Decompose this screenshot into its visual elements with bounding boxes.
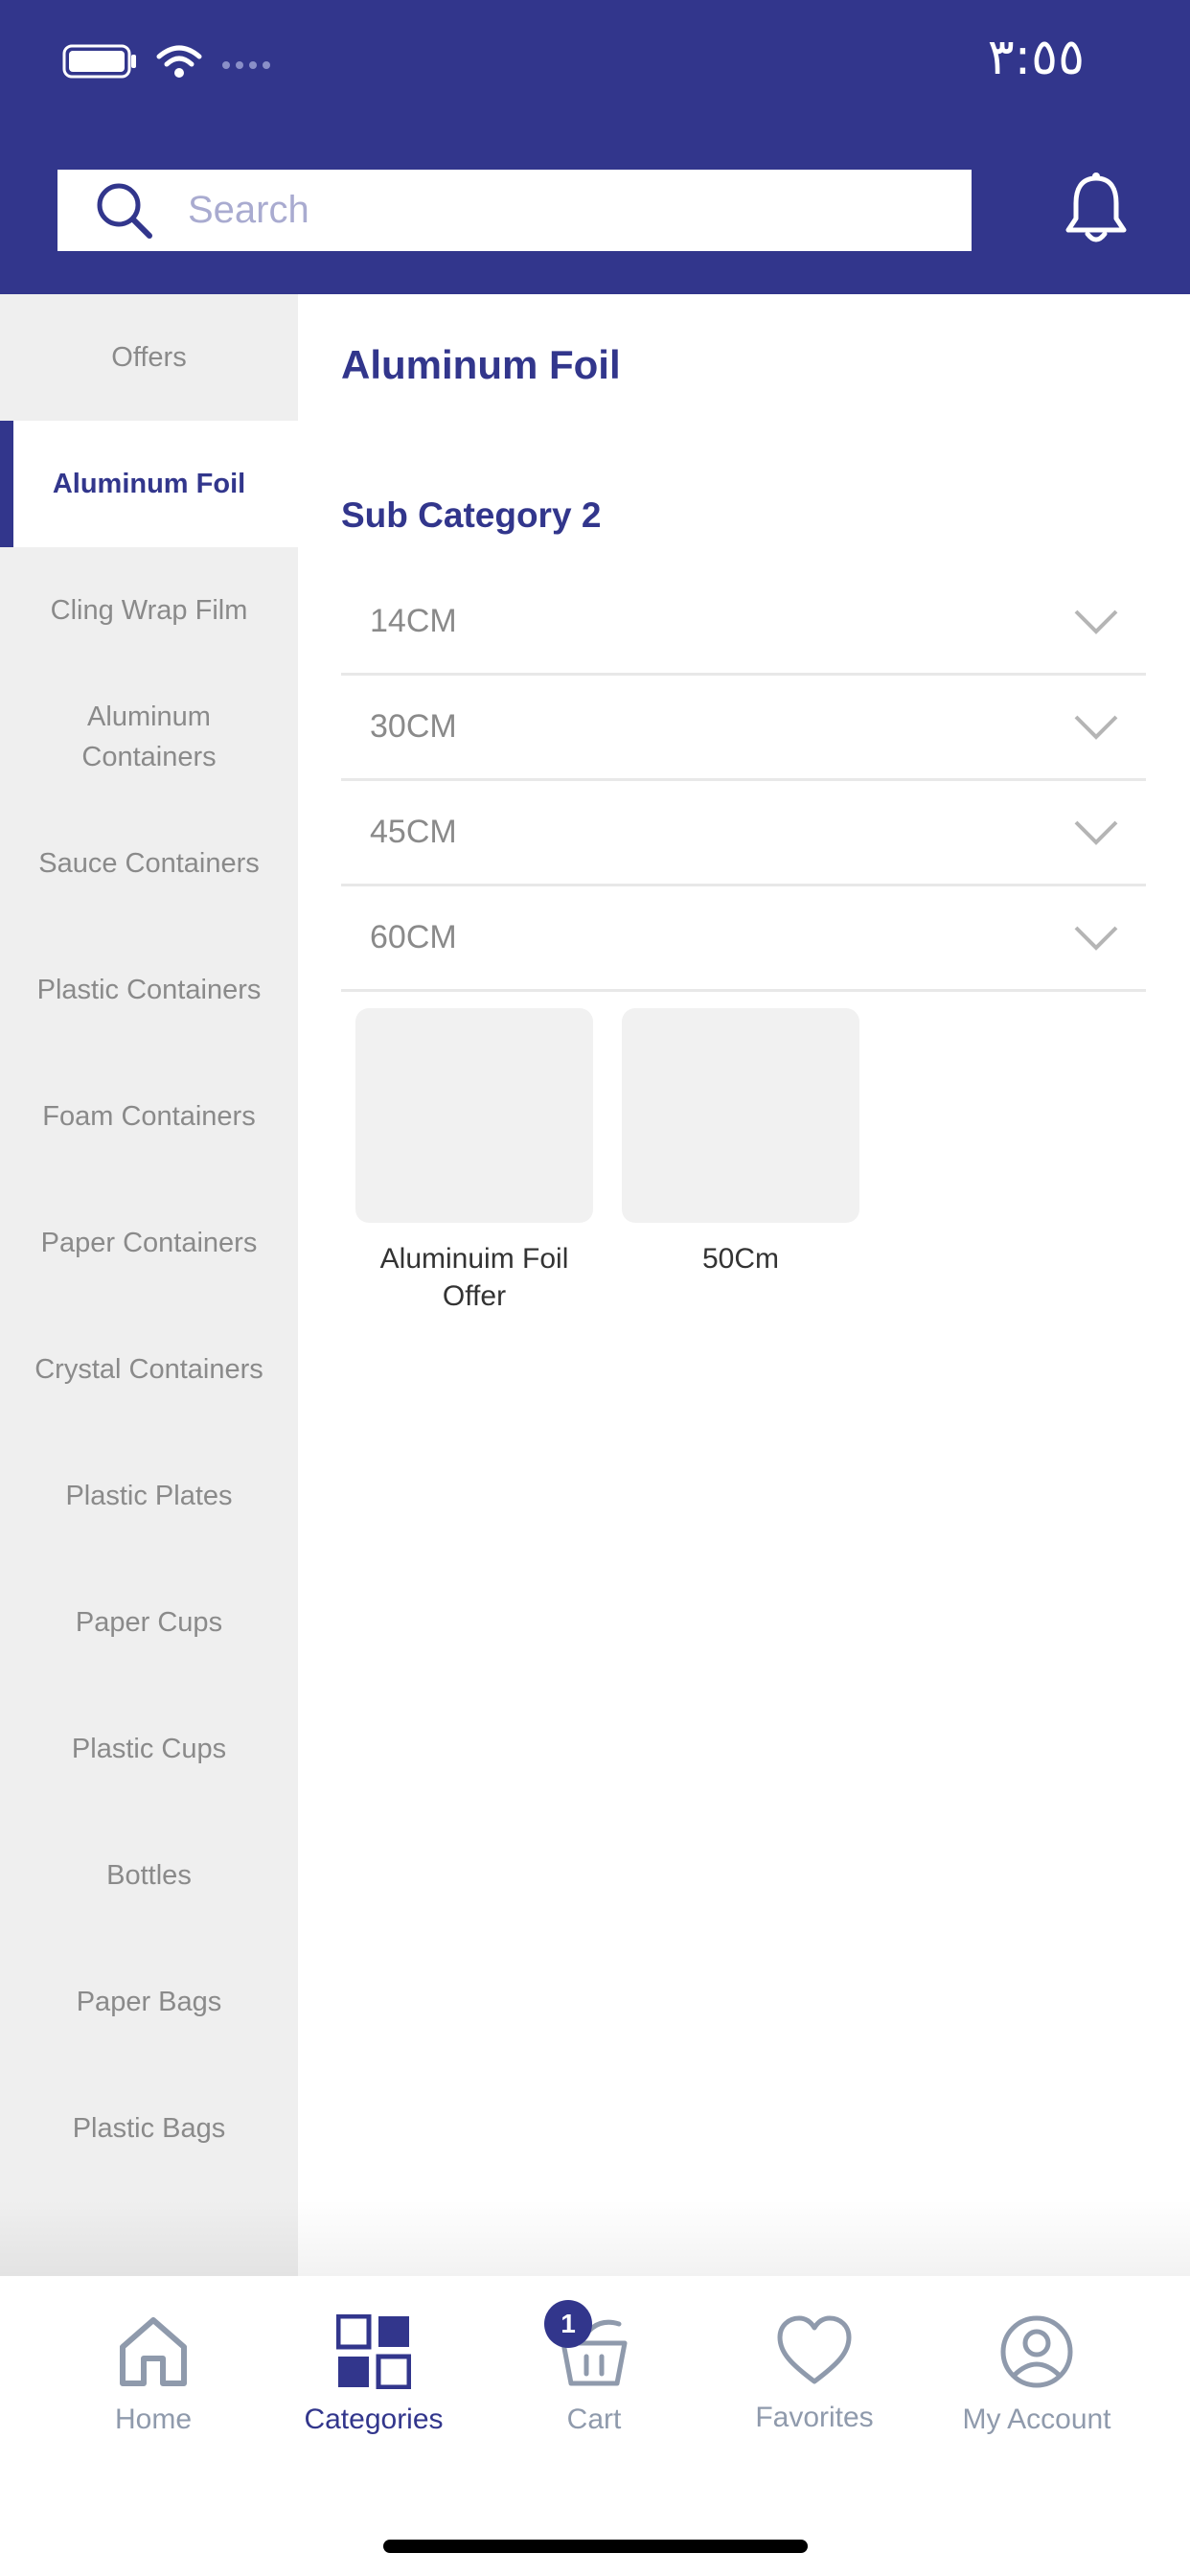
category-title: Aluminum Foil <box>341 342 621 387</box>
sidebar-item-plastic-containers[interactable]: Plastic Containers <box>36 975 262 1005</box>
categories-icon <box>336 2314 411 2389</box>
sidebar-item-foam-containers[interactable]: Foam Containers <box>42 1101 256 1132</box>
product-image <box>622 1008 859 1223</box>
chevron-down-icon <box>1073 714 1119 741</box>
signal-icon <box>220 52 278 71</box>
sidebar-item-offers[interactable]: Offers <box>111 342 187 373</box>
tabbar-shadow <box>0 2199 1190 2276</box>
heart-icon <box>776 2314 853 2387</box>
account-icon <box>998 2314 1075 2389</box>
chevron-down-icon <box>1073 925 1119 952</box>
accordion-label: 30CM <box>370 708 457 745</box>
status-time: ٣:٥٥ <box>987 29 1085 86</box>
tab-label: Cart <box>566 2404 622 2435</box>
chevron-down-icon <box>1073 819 1119 846</box>
main-content <box>298 294 1190 2276</box>
wifi-icon <box>155 43 203 80</box>
tab-cart[interactable] <box>484 2314 704 2436</box>
sidebar-item-plastic-cups[interactable]: Plastic Cups <box>71 1734 227 1764</box>
product-image <box>355 1008 593 1223</box>
bell-icon <box>1064 171 1129 247</box>
tab-label: My Account <box>962 2404 1111 2435</box>
category-sidebar <box>0 294 298 2276</box>
sidebar-item-cling-wrap-film[interactable]: Cling Wrap Film <box>50 595 248 626</box>
accordion-label: 14CM <box>370 603 457 639</box>
bottom-tab-bar <box>0 2276 1190 2576</box>
tab-label: Favorites <box>755 2402 874 2433</box>
sidebar-item-paper-containers[interactable]: Paper Containers <box>40 1228 258 1258</box>
home-icon <box>117 2314 190 2389</box>
sidebar-item-bottles[interactable]: Bottles <box>106 1860 192 1891</box>
accordion-label: 60CM <box>370 919 457 955</box>
tab-my-account[interactable] <box>927 2314 1147 2436</box>
tab-label: Categories <box>304 2404 444 2435</box>
size-accordion-45cm[interactable] <box>341 781 1146 886</box>
sidebar-item-aluminum-foil[interactable]: Aluminum Foil <box>0 421 298 547</box>
tab-favorites[interactable] <box>704 2314 925 2434</box>
search-input[interactable] <box>186 188 956 233</box>
product-name: 50Cm <box>701 1243 780 1275</box>
home-indicator <box>383 2540 808 2553</box>
product-card[interactable] <box>355 1008 593 1315</box>
subcategory-title: Sub Category 2 <box>341 495 602 535</box>
sidebar-item-sauce-containers[interactable]: Sauce Containers <box>38 848 260 879</box>
sidebar-item-paper-cups[interactable]: Paper Cups <box>75 1607 223 1638</box>
cart-count-badge: 1 <box>544 2300 592 2348</box>
search-bar[interactable] <box>57 170 972 251</box>
sidebar-item-crystal-containers[interactable]: Crystal Containers <box>34 1354 263 1385</box>
accordion-label: 45CM <box>370 814 457 850</box>
tab-label: Home <box>114 2404 193 2435</box>
sidebar-item-paper-bags[interactable]: Paper Bags <box>76 1987 222 2017</box>
battery-icon <box>61 43 138 80</box>
header <box>0 0 1190 294</box>
sidebar-item-aluminum-containers[interactable]: Aluminum Containers <box>81 702 217 772</box>
size-accordion-60cm[interactable] <box>341 886 1146 992</box>
product-card[interactable] <box>622 1008 859 1277</box>
tab-home[interactable] <box>43 2314 263 2436</box>
sidebar-item-plastic-plates[interactable]: Plastic Plates <box>65 1481 233 1511</box>
sidebar-item-plastic-bags[interactable]: Plastic Bags <box>72 2113 226 2144</box>
status-icons <box>61 43 278 80</box>
size-accordion-30cm[interactable] <box>341 676 1146 781</box>
tab-categories[interactable] <box>263 2314 484 2436</box>
chevron-down-icon <box>1073 609 1119 635</box>
notification-button[interactable] <box>1064 171 1129 252</box>
size-accordion-14cm[interactable] <box>341 570 1146 676</box>
search-icon <box>94 180 155 242</box>
product-name: Aluminuim Foil Offer <box>379 1243 569 1312</box>
